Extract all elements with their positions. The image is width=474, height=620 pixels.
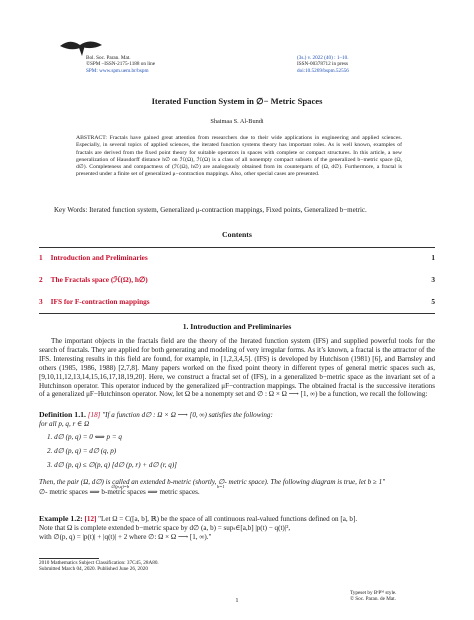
journal-header-right	[297, 55, 427, 74]
toc-item-label: Introduction and Preliminaries	[50, 252, 148, 262]
toc-item-label: The Fractals space (ℋ(Ω), h∅)	[50, 274, 148, 284]
diagram-arrow-label-1: ∅(p,q)=b	[111, 484, 130, 490]
definition-diagram	[39, 484, 435, 497]
toc-item-2[interactable]	[39, 275, 435, 297]
toc-item-number: 2	[39, 274, 43, 284]
contents-heading: Contents	[222, 230, 252, 239]
volume-info: (3s.) v. 2022 (40) : 1–10.	[297, 55, 349, 61]
section-heading: 1. Introduction and Preliminaries	[182, 322, 292, 331]
example-text-1: "Let Ω = C([a, b], ℝ) be the space of all continuous real-valued functions defined on [a, b].	[98, 515, 358, 523]
definition-item-3: 3. d∅ (p, q) ≤ ∅(p, q) [d∅ (p, r) + d∅ (r, q)]	[47, 460, 177, 469]
example-1-2	[39, 515, 435, 542]
footnote-rule	[39, 558, 99, 559]
diagram-text: ∅- metric spaces ⟹ b-metric spaces ⟹ metric spaces.	[39, 488, 200, 497]
author: Shaimaa S. Al-Bundi	[210, 118, 264, 125]
definition-text: "If a function d∅ : Ω × Ω ⟶ [0, ∞) satisfies the following:	[102, 411, 273, 419]
toc-item-label: IFS for F-contraction mappings	[50, 296, 150, 306]
footer-right	[350, 590, 440, 603]
toc-divider	[39, 247, 435, 248]
journal-url[interactable]: SPM: www.spm.uem.br/bspm	[86, 67, 149, 74]
journal-issn: ©SPM –ISSN-2175-1188 on line	[86, 61, 156, 68]
definition-item-1: 1. d∅ (p, q) = 0 ⟺ p = q	[47, 432, 122, 441]
toc-item-number: 1	[39, 252, 43, 262]
submission-dates: Submitted March 04, 2020. Published June 26, 2020	[39, 566, 148, 573]
example-line-1	[39, 515, 435, 524]
definition-label: Definition 1.1.	[39, 410, 86, 419]
toc-item-page: 3	[431, 274, 435, 284]
copyright-note: © Soc. Paran. de Mat.	[350, 596, 396, 603]
example-line-3: with ∅(p, q) = |p(t)| + |q(t)| + 2 where ∅: Ω × Ω ⟶ [1, ∞)."	[39, 532, 212, 541]
footnotes	[39, 560, 339, 573]
page-number: 1	[235, 597, 239, 604]
typeset-note: Typeset by BˢPᴹ style.	[350, 590, 397, 596]
msc-classification: 2010 Mathematics Subject Classification: 37C45, 28A80.	[39, 560, 159, 566]
example-citation[interactable]: [12]	[84, 515, 97, 523]
toc-item-3[interactable]	[39, 297, 435, 313]
toc-item-number: 3	[39, 296, 43, 306]
journal-header-left	[86, 55, 236, 74]
definition-forall: for all p, q, r ∈ Ω	[39, 419, 90, 428]
toc-item-1[interactable]	[39, 253, 435, 275]
issn-print: ISSN-00378712 in press	[297, 61, 349, 68]
example-line-2: Note that Ω is complete extended b−metric space by d∅ (a, b) = supₜ∈[a,b] |p(t) − q(t)|²,	[39, 523, 291, 532]
definition-conclusion: Then, the pair (Ω, d∅) is called an extended b-metric (shortly, ∅- metric space). The following diagram is true, let b ≥ 1"	[39, 477, 386, 486]
intro-paragraph: The important objects in the fractals field are the theory of the Iterated function system (IFS) and supplied powerful tools for the search of fractals. They are applied for both generating and modeling of very irregular forms. As it’s known, a fractal is the attractor of the IFS. Interesting results in this field are found, for example, in [1,2,3,4,5]. (IFS) is developed by Hutchison (1981) [6], and Barnsley and others (1985, 1986, 1988) [2,7,8]. Many papers worked on the fixed point theory in different types of general metric spaces such as, [9,10,11,12,13,14,15,16,17,18,19,20]. Here, we construct a fractal set of (IFS), in a generalized b−metric space as the invariant set of a Hutchinson operator. This operator induced by the generalized μF−contraction mappings. The obtained fractal is the successive iterations of a generalized μF−Hutchinson operator. Now, let Ω be a nonempty set and ∅ : Ω × Ω ⟶ [1, ∞) be a function, we recall the following:	[39, 337, 435, 399]
definition-header	[39, 411, 435, 420]
definition-citation[interactable]: [18]	[87, 411, 101, 419]
keywords: Key Words: Iterated function system, Generalized μ-contraction mappings, Fixed points, Generalized b−metric.	[54, 206, 367, 214]
toc	[39, 247, 435, 314]
diagram-arrow-label-2: b=1	[217, 484, 225, 490]
definition-item-2: 2. d∅ (p, q) = d∅ (q, p)	[47, 446, 117, 455]
abstract: ABSTRACT: Fractals have gained great attention from researchers due to their wide applications in engineering and applied sciences. Especially, in several topics of applied sciences, the iterated function systems theory has important roles. As is well known, examples of fractals are derived from the fixed point theory for suitable operators in spaces with complete or compact structures. In this article, a new generalization of Hausdorff distance h∅ on ℋ(Ω), ℋ(Ω) is a class of all nonempty compact subsets of the generalized b−metric space (Ω, d∅). Completeness and compactness of (ℋ(Ω), h∅) are analogously obtained from its counterparts of (Ω, d∅). Furthermore, a fractal is presented under a finite set of generalized μ−contraction mappings. Also, other special cases are presented.	[76, 135, 402, 178]
definition-1-1	[39, 411, 435, 497]
toc-item-page: 1	[431, 252, 435, 262]
toc-item-page: 5	[431, 296, 435, 306]
doi-link[interactable]: doi:10.5269/bspm.52556	[297, 67, 349, 74]
paper-title: Iterated Function System in ∅− Metric Spaces	[151, 96, 323, 106]
journal-name: Bol. Soc. Paran. Mat.	[86, 55, 131, 61]
example-label: Example 1.2:	[39, 514, 83, 523]
toc-divider	[39, 313, 435, 314]
